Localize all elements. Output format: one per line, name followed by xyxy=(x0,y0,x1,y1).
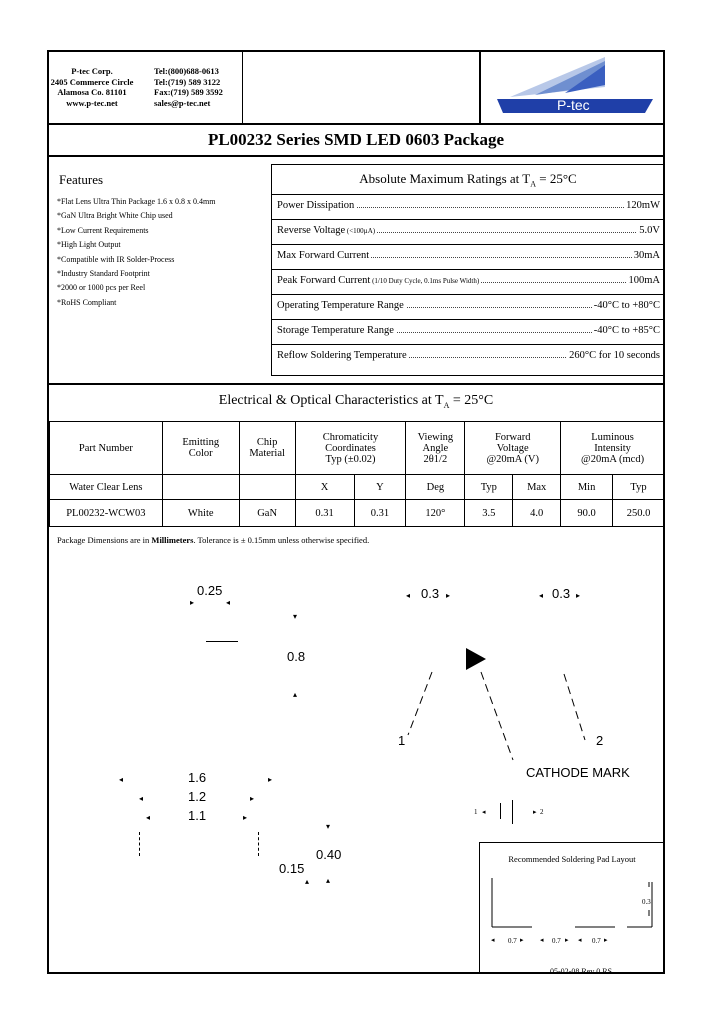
arrow-icon: ▸ xyxy=(565,936,569,944)
company-contact xyxy=(154,66,238,108)
dim-line xyxy=(500,803,501,819)
ratings-heading-tail: = 25°C xyxy=(536,171,577,186)
th-emitting-color-l1: Emitting xyxy=(182,437,220,448)
arrow-icon: ▸ xyxy=(533,808,537,816)
arrow-icon: ▾ xyxy=(293,612,298,621)
th-chromaticity-l1: Chromaticity xyxy=(322,431,379,443)
th-forward-voltage xyxy=(465,422,561,475)
dim-0-40: 0.40 xyxy=(316,847,342,862)
rating-row xyxy=(272,194,664,220)
cell-vf-typ: 3.5 xyxy=(465,500,513,527)
company-website: www.p-tec.net xyxy=(66,97,118,108)
pin-2-label: 2 xyxy=(596,733,604,748)
arrow-icon: ◂ xyxy=(578,936,582,944)
ratings-heading-text: Absolute Maximum Ratings at T xyxy=(359,171,531,186)
dim-0-25: 0.25 xyxy=(197,583,223,598)
footer-revision: 05-02-08 Rev 0 RS xyxy=(550,967,612,976)
fax: Fax:(719) 589 3592 xyxy=(154,87,223,97)
arrow-icon: ▸ xyxy=(250,794,255,803)
rating-label: Storage Temperature Range xyxy=(277,325,394,336)
header-divider-1 xyxy=(242,50,243,124)
th-chromaticity-l3: Typ (±0.02) xyxy=(325,453,376,465)
company-address xyxy=(50,66,134,108)
arrow-icon: ▸ xyxy=(190,598,195,607)
features-heading: Features xyxy=(59,172,104,187)
package-note xyxy=(57,535,369,545)
th-part-number: Part Number xyxy=(50,422,163,475)
email: sales@p-tec.net xyxy=(154,97,211,108)
th-luminous-intensity-l2: Intensity xyxy=(594,442,631,454)
dim-1-2: 1.2 xyxy=(188,789,207,804)
dim-0-15: 0.15 xyxy=(279,861,305,876)
sub-iv-typ: Typ xyxy=(613,475,665,500)
arrow-icon: ▾ xyxy=(326,822,331,831)
arrow-icon: ◂ xyxy=(146,813,151,822)
company-name: P-tec Corp. xyxy=(71,66,113,76)
arrow-icon: ▴ xyxy=(293,690,298,699)
th-luminous-intensity xyxy=(561,422,665,475)
arrow-icon: ◂ xyxy=(482,808,486,816)
cell-vf-max: 4.0 xyxy=(513,500,561,527)
th-chip-material-l2: Material xyxy=(249,448,285,459)
electrical-heading xyxy=(47,393,665,410)
cell-chip: GaN xyxy=(239,500,295,527)
feature-item: *2000 or 1000 pcs per Reel xyxy=(57,283,146,293)
rating-label: Max Forward Current xyxy=(277,250,370,261)
arrow-icon: ▸ xyxy=(243,813,248,822)
ratings-heading-sub: A xyxy=(530,179,536,189)
rating-row xyxy=(272,294,664,320)
rating-label: Power Dissipation xyxy=(277,200,355,211)
sub-deg: Deg xyxy=(406,475,465,500)
pad-dim-0-7: 0.7 xyxy=(508,937,517,945)
electrical-heading-tail: = 25°C xyxy=(449,393,494,408)
rating-label: Reverse Voltage xyxy=(277,225,346,236)
arrow-icon: ▸ xyxy=(604,936,608,944)
dim-1-6: 1.6 xyxy=(188,770,207,785)
cell-angle: 120° xyxy=(406,500,465,527)
absolute-max-ratings xyxy=(271,164,665,376)
electrical-table xyxy=(49,421,665,527)
rating-note: (1/10 Duty Cycle, 0.1ms Pulse Width) xyxy=(370,277,480,285)
sub-empty xyxy=(239,475,295,500)
rating-label: Operating Temperature Range xyxy=(277,300,404,311)
electrical-heading-text: Electrical & Optical Characteristics at T xyxy=(218,393,444,408)
header-divider-2 xyxy=(479,50,481,124)
th-chromaticity xyxy=(295,422,406,475)
page-title: PL00232 Series SMD LED 0603 Package xyxy=(207,130,505,149)
arrow-icon: ◂ xyxy=(139,794,144,803)
arrow-icon: ▸ xyxy=(446,591,451,600)
dim-line xyxy=(139,832,140,856)
package-note-suffix: . Tolerance is ± 0.15mm unless otherwise specified. xyxy=(193,535,370,545)
arrow-icon: ▸ xyxy=(576,591,581,600)
arrow-icon: ◂ xyxy=(539,591,544,600)
feature-item: *Compatible with IR Solder-Process xyxy=(57,254,175,264)
sub-x: X xyxy=(295,475,354,500)
phone-1: Tel:(800)688-0613 xyxy=(154,66,219,76)
arrow-icon: ◂ xyxy=(491,936,495,944)
sub-iv-min: Min xyxy=(561,475,613,500)
feature-item: *Low Current Requirements xyxy=(57,225,149,235)
th-emitting-color-l2: Color xyxy=(188,448,213,459)
dim-line xyxy=(512,800,513,824)
rating-row xyxy=(272,244,664,270)
ptec-logo xyxy=(495,55,660,120)
arrow-icon: ▸ xyxy=(520,936,524,944)
led-drawing xyxy=(380,640,630,780)
feature-item: *Industry Standard Footprint xyxy=(57,269,150,279)
cathode-mark-label: CATHODE MARK xyxy=(526,765,630,780)
th-forward-voltage-l1: Forward xyxy=(494,431,531,443)
feature-item: *RoHS Compliant xyxy=(57,297,117,307)
rating-row xyxy=(272,319,664,345)
package-note-units: Millimeters xyxy=(151,535,194,545)
rating-value: -40°C to +80°C xyxy=(593,300,660,311)
th-luminous-intensity-l1: Luminous xyxy=(591,431,634,443)
cell-part: PL00232-WCW03 xyxy=(50,500,163,527)
cell-x: 0.31 xyxy=(295,500,354,527)
th-viewing-angle-l2: Angle xyxy=(422,442,449,454)
pad-dim-0-7: 0.7 xyxy=(552,937,561,945)
rating-value: 100mA xyxy=(628,275,660,286)
rating-value: 5.0V xyxy=(639,225,660,236)
th-viewing-angle xyxy=(406,422,465,475)
small-pin-2: 2 xyxy=(540,808,544,816)
dim-line xyxy=(206,641,238,642)
arrow-icon: ▴ xyxy=(326,876,331,885)
rating-value: 260°C for 10 seconds xyxy=(569,350,660,361)
arrow-icon: ▴ xyxy=(305,877,310,886)
sub-vf-typ: Typ xyxy=(465,475,513,500)
rating-value: 30mA xyxy=(633,250,660,261)
feature-item: *High Light Output xyxy=(57,240,121,250)
dim-0-8: 0.8 xyxy=(287,649,306,664)
pad-dim-0-7: 0.7 xyxy=(592,937,601,945)
header-bottom-rule xyxy=(47,123,665,125)
cell-y: 0.31 xyxy=(354,500,406,527)
pad-layout-title: Recommended Soldering Pad Layout xyxy=(508,854,636,864)
features-list xyxy=(57,195,216,310)
ratings-heading xyxy=(271,171,665,189)
small-pin-1: 1 xyxy=(474,808,478,816)
rating-note: (<100µA) xyxy=(345,227,376,235)
arrow-icon: ◂ xyxy=(540,936,544,944)
ratings-bottom-rule xyxy=(47,383,665,385)
svg-text:P-tec: P-tec xyxy=(557,97,590,113)
pad-dim-0-3: 0.3 xyxy=(642,898,651,906)
cell-iv-min: 90.0 xyxy=(561,500,613,527)
title-bottom-rule xyxy=(47,155,665,157)
sub-vf-max: Max xyxy=(513,475,561,500)
pin-1-label: 1 xyxy=(398,733,406,748)
cell-iv-typ: 250.0 xyxy=(613,500,665,527)
arrow-icon: ▸ xyxy=(268,775,273,784)
package-note-prefix: Package Dimensions are in xyxy=(57,535,152,545)
th-viewing-angle-l3: 2θ1/2 xyxy=(423,453,448,465)
rating-row xyxy=(272,344,664,376)
rating-label: Peak Forward Current xyxy=(277,275,371,286)
company-street: 2405 Commerce Circle xyxy=(50,76,134,87)
th-forward-voltage-l2: Voltage xyxy=(496,442,529,454)
dim-1-1: 1.1 xyxy=(188,808,207,823)
arrow-icon: ◂ xyxy=(226,598,231,607)
th-chip-material xyxy=(239,422,295,475)
th-forward-voltage-l3: @20mA (V) xyxy=(486,453,540,465)
arrow-icon: ◂ xyxy=(406,591,411,600)
th-chromaticity-l2: Coordinates xyxy=(325,442,376,454)
arrow-icon: ◂ xyxy=(119,775,124,784)
electrical-heading-sub: A xyxy=(443,400,450,410)
th-luminous-intensity-l3: @20mA (mcd) xyxy=(581,453,645,465)
sub-lens: Water Clear Lens xyxy=(50,475,163,500)
th-chip-material-l1: Chip xyxy=(256,437,278,448)
phone-2: Tel:(719) 589 3122 xyxy=(154,76,221,87)
rating-value: 120mW xyxy=(626,200,660,211)
rating-value: -40°C to +85°C xyxy=(593,325,660,336)
sub-empty xyxy=(162,475,239,500)
th-emitting-color xyxy=(162,422,239,475)
th-viewing-angle-l1: Viewing xyxy=(417,431,454,443)
rating-row xyxy=(272,219,664,245)
dim-0-3-left: 0.3 xyxy=(421,586,440,601)
company-city: Alamosa Co. 81101 xyxy=(57,87,127,97)
feature-item: *GaN Ultra Bright White Chip used xyxy=(57,211,173,221)
sub-y: Y xyxy=(354,475,406,500)
dim-0-3-right: 0.3 xyxy=(552,586,571,601)
rating-label: Reflow Soldering Temperature xyxy=(277,350,407,361)
cell-color: White xyxy=(162,500,239,527)
rating-row xyxy=(272,269,664,295)
dim-line xyxy=(258,832,259,856)
feature-item: *Flat Lens Ultra Thin Package 1.6 x 0.8 x 0.4mm xyxy=(57,197,216,206)
